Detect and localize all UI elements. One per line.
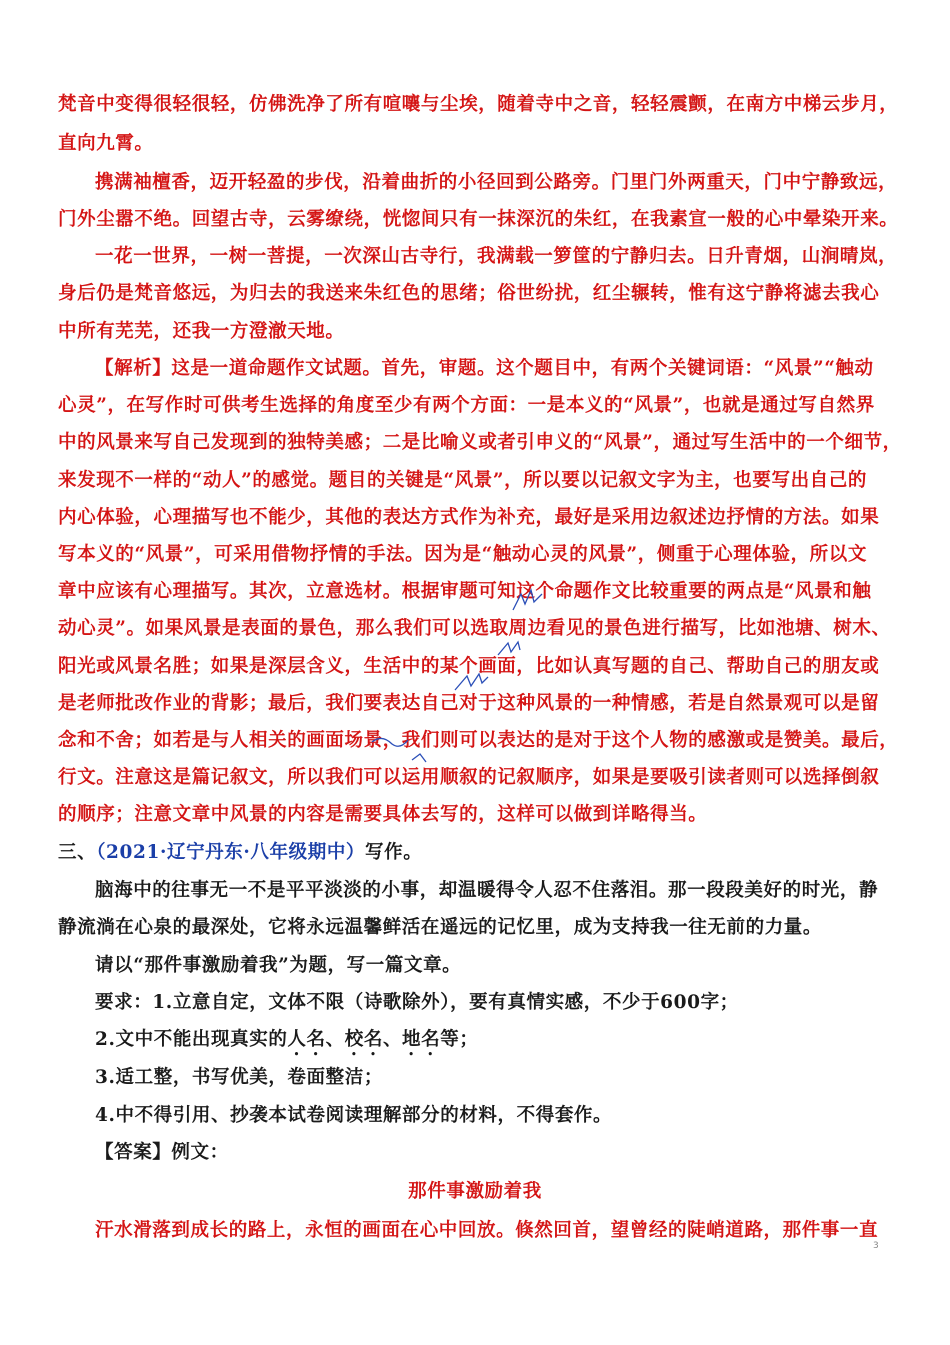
analysis-first-line: [58, 358, 894, 380]
essay-line: 一花一世界，一树一菩提，一次深山古寺行，我满载一箩筐的宁静归去。日升青烟，山涧晴岚，: [95, 246, 898, 267]
analysis-line: 章中应该有心理描写。其次，立意选材。根据审题可知这个命题作文比较重要的两点是“风景和触: [58, 581, 872, 602]
essay-line: 梵音中变得很轻很轻，仿佛洗净了所有喧嚷与尘埃，随着寺中之音，轻轻震颤，在南方中梯云步月，: [58, 94, 899, 115]
analysis-line: 来发现不一样的“动人”的感觉。题目的关键是“风景”，所以要以记叙文字为主，也要写出自己的: [58, 470, 867, 491]
requirement-2: [58, 1029, 894, 1060]
analysis-line: 行文。注意这是篇记叙文，所以我们可以运用顺叙的记叙顺序，如果是要吸引读者则可以选择倒叙: [58, 767, 880, 788]
analysis-line: 心灵”，在写作时可供考生选择的角度至少有两个方面：一是本义的“风景”，也就是通过写自然界: [58, 395, 875, 416]
requirement-1: 要求：1.立意自定，文体不限（诗歌除外），要有真情实感，不少于600字；: [95, 992, 739, 1013]
req2-text-end: 等；: [440, 1029, 479, 1050]
question-number: 三、: [58, 842, 97, 863]
req2-sep: 、: [325, 1029, 345, 1050]
req2-sep: 、: [382, 1029, 403, 1050]
analysis-line: 是老师批改作业的背影；最后，我们要表达自己对于这种风景的一种情感，若是自然景观可以是留: [58, 693, 880, 714]
essay-line: 直向九霄。: [58, 133, 154, 154]
req2-emph-c: 地名: [402, 1029, 441, 1050]
req2-emph-b: 校名: [344, 1029, 383, 1050]
analysis-tag: 【解析】: [95, 358, 172, 379]
page-number: 3: [873, 1241, 879, 1251]
analysis-line: 内心体验，心理描写也不能少，其他的表达方式作为补充，最好是采用边叙述边抒情的方法。如果: [58, 507, 880, 528]
requirement-3: 3.适工整，书写优美，卷面整洁；: [95, 1067, 383, 1088]
question-type: 写作。: [365, 842, 423, 863]
requirement-4: 4.中不得引用、抄袭本试卷阅读理解部分的材料，不得套作。: [95, 1105, 613, 1126]
essay-line: 身后仍是梵音悠远，为归去的我送来朱红色的思绪；俗世纷扰，红尘辗转，惟有这宁静将滤去我心: [58, 283, 880, 304]
prompt-line: 请以“那件事激励着我”为题，写一篇文章。: [95, 955, 462, 976]
question-source: （2021·辽宁丹东·八年级期中）: [96, 842, 366, 863]
req2-text: 2.文中不能出现真实的: [95, 1029, 288, 1050]
prompt-line: 脑海中的往事无一不是平平淡淡的小事，却温暖得令人忍不住落泪。那一段段美好的时光，静: [95, 880, 879, 901]
analysis-text: 这是一道命题作文试题。首先，审题。这个题目中，有两个关键词语：“风景”“触动: [171, 358, 874, 379]
question-header: [58, 842, 894, 864]
essay-line: 门外尘嚣不绝。回望古寺，云雾缭绕，恍惚间只有一抹深沉的朱红，在我素宣一般的心中晕染开来。: [58, 209, 899, 230]
analysis-line: 中的风景来写自己发现到的独特美感；二是比喻义或者引申义的“风景”，通过写生活中的一个细节，: [58, 432, 902, 453]
answer-tag: 【答案】例文：: [95, 1142, 229, 1163]
analysis-line: 的顺序；注意文章中风景的内容是需要具体去写的，这样可以做到详略得当。: [58, 804, 708, 825]
essay-line: 中所有芜芜，还我一方澄澈天地。: [58, 321, 345, 342]
analysis-line: 动心灵”。如果风景是表面的景色，那么我们可以选取周边看见的景色进行描写，比如池塘、树木、: [58, 618, 891, 639]
analysis-line: 念和不舍；如若是与人相关的画面场景，我们则可以表达的是对于这个人物的感激或是赞美。最后，: [58, 730, 899, 751]
prompt-line: 静流淌在心泉的最深处，它将永远温馨鲜活在遥远的记忆里，成为支持我一往无前的力量。: [58, 917, 823, 938]
analysis-line: 阳光或风景名胜；如果是深层含义，生活中的某个画面，比如认真写题的自己、帮助自己的朋友或: [58, 656, 880, 677]
essay-line: 携满袖檀香，迈开轻盈的步伐，沿着曲折的小径回到公路旁。门里门外两重天，门中宁静致远，: [95, 172, 898, 193]
essay-first-line: 汗水滑落到成长的路上，永恒的画面在心中回放。倏然回首，望曾经的陡峭道路，那件事一直: [95, 1220, 879, 1241]
analysis-line: 写本义的“风景”，可采用借物抒情的手法。因为是“触动心灵的风景”，侧重于心理体验，所以文: [58, 544, 867, 565]
req2-emph-a: 人名: [287, 1029, 326, 1050]
essay-title: 那件事激励着我: [408, 1181, 542, 1202]
